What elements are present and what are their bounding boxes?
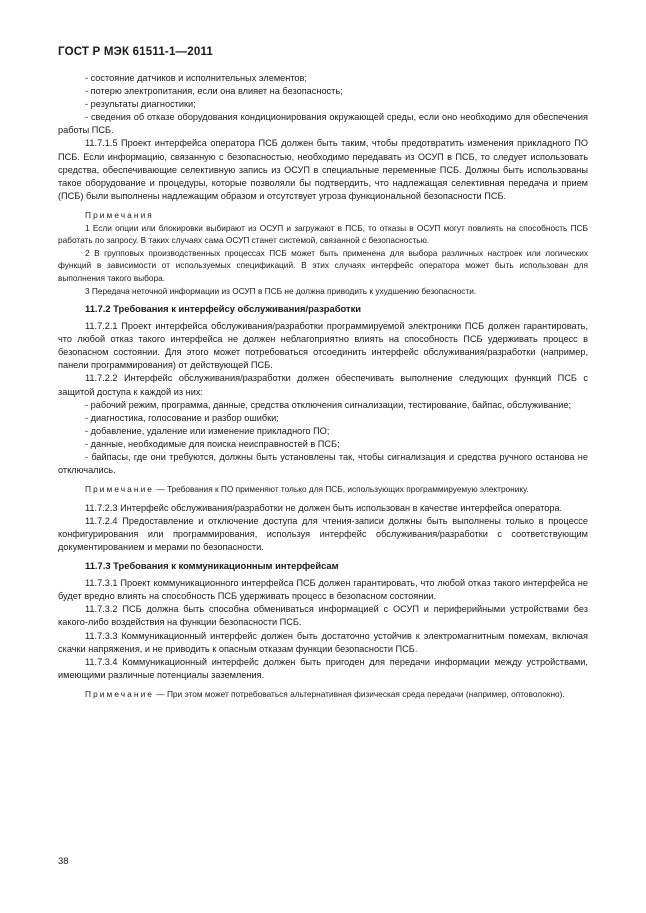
- paragraph-11-7-2-4: 11.7.2.4 Предоставление и отключение доступа для чтения-записи должны быть выполнены только в процессе конфигурирования или программирования, используя интерфейс обслуживания/разработки с соответствующим документированием и мерами по безопасности.: [58, 515, 588, 553]
- document-header: ГОСТ Р МЭК 61511-1—2011: [58, 46, 214, 58]
- list-item-diagnostics: - результаты диагностики;: [85, 99, 196, 110]
- paragraph-11-7-2-1: 11.7.2.1 Проект интерфейса обслуживания/разработки программируемой электроники ПСБ должен гарантировать, что любой отказ такого интерфейса не должен неблагоприятно влиять на способность ПСБ удерживать процесс в безопасном состоянии. Для этого может потребоваться отсоединить интерфейс обслуживания/разработки (например, панели программирования) от действующей ПСБ.: [58, 321, 588, 371]
- list-item-sensors: - состояние датчиков и исполнительных элементов;: [85, 73, 307, 83]
- paragraph-11-7-1-5: 11.7.1.5 Проект интерфейса оператора ПСБ должен быть таким, чтобы предотвратить изменения прикладного ПО ПСБ. Если информацию, связанную с безопасностью, необходимо передавать из ОСУП в ПСБ, то следует использовать средства, обеспечивающие селективную запись из ОСУП в специальные переменные ПСБ. Должны быть использованы такое оборудование и процедуры, которые позволяли бы подтвердить, что надлежащая селективная передача и прием (ПСБ) были выполнены надлежащим образом и отсутствует угроза функциональной безопасности ПСБ.: [58, 138, 588, 201]
- note-3: 3 Передача неточной информации из ОСУП в ПСБ не должна приводить к ухудшению безопасности.: [85, 285, 477, 296]
- note-2: 2 В групповых производственных процессах ПСБ может быть применена для выбора различных настроек или логических функций в зависимости от используемых спецификаций. В этих случаях интерфейс оператора может быть использован для выполнения такого выбора.: [58, 247, 588, 283]
- list-item-app-software: - добавление, удаление или изменение прикладного ПО;: [85, 425, 330, 436]
- section-11-7-3-title: 11.7.3 Требования к коммуникационным интерфейсам: [85, 560, 339, 572]
- paragraph-11-7-2-2: 11.7.2.2 Интерфейс обслуживания/разработки должен обеспечивать выполнение следующих функций ПСБ с защитой доступа к каждой из них:: [58, 373, 588, 397]
- notes-label: Примечания: [85, 209, 154, 220]
- page-number: 38: [58, 856, 69, 867]
- paragraph-11-7-3-4: 11.7.3.4 Коммуникационный интерфейс должен быть пригоден для передачи информации между устройствами, имеющими различные потенциалы заземления.: [58, 656, 588, 680]
- list-item-voting: - диагностика, голосование и разбор ошибки;: [85, 412, 279, 423]
- paragraph-11-7-3-2: 11.7.3.2 ПСБ должна быть способна обмениваться информацией с ОСУП и периферийными устройствами без какого-либо воздействия на функции безопасности ПСБ.: [58, 604, 588, 628]
- note-software: Примечание — Требования к ПО применяют только для ПСБ, использующих программируемую электронику.: [85, 484, 529, 495]
- section-11-7-2-title: 11.7.2 Требования к интерфейсу обслуживания/разработки: [85, 303, 362, 315]
- list-item-troubleshooting: - данные, необходимые для поиска неисправностей в ПСБ;: [85, 438, 340, 449]
- paragraph-11-7-3-3: 11.7.3.3 Коммуникационный интерфейс должен быть достаточно устойчив к электромагнитным помехам, включая скачки напряжения, и не приводить к опасным отказам функции безопасности ПСБ.: [58, 630, 588, 654]
- paragraph-11-7-2-3: 11.7.2.3 Интерфейс обслуживания/разработки не должен быть использован в качестве интерфейса оператора.: [85, 502, 563, 513]
- list-item-bypasses: - байпасы, где они требуются, должны быть установлены так, чтобы сигнализация и средства ручного останова не отключались.: [58, 452, 588, 476]
- list-item-power-loss: - потерю электропитания, если она влияет на безопасность;: [85, 86, 343, 97]
- note-1: 1 Если опции или блокировки выбирают из ОСУП и загружают в ПСБ, то отказы в ОСУП могут повлиять на способность ПСБ работать по запросу. В таких случаях сама ОСУП станет системой, связанной с безопасностью.: [58, 222, 588, 246]
- list-item-hvac-failure: - сведения об отказе оборудования кондиционирования окружающей среды, если оно необходимо для обеспечения работы ПСБ.: [58, 112, 588, 136]
- note-physical-medium: Примечание — При этом может потребоваться альтернативная физическая среда передачи (например, оптоволокно).: [85, 688, 565, 699]
- paragraph-11-7-3-1: 11.7.3.1 Проект коммуникационного интерфейса ПСБ должен гарантировать, что любой отказ такого интерфейса не будет вредно влиять на способность ПСБ удерживать процесс в безопасном состоянии.: [58, 578, 588, 602]
- list-item-modes: - рабочий режим, программа, данные, средства отключения сигнализации, тестирование, байпас, обслуживание;: [85, 399, 572, 410]
